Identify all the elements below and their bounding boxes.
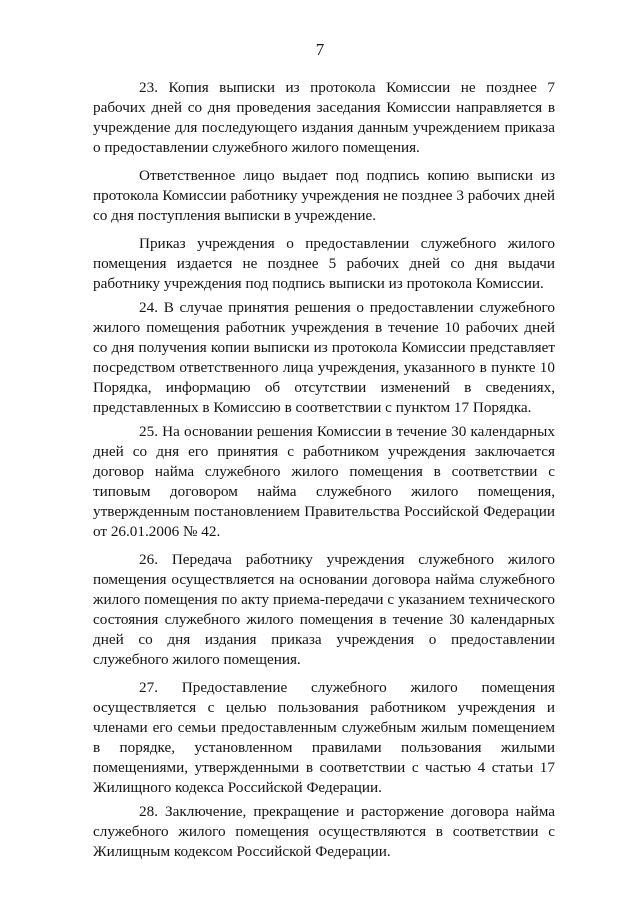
paragraph-25: 25. На основании решения Комиссии в течение 30 календарных дней со дня его принятия с работником учреждения заключается договор найма служебного жилого помещения в соответствии с типовым договором найма служебного жилого помещения, утвержденным постановлением Правительства Российской Федерации от 26.01.2006 № 42. (93, 423, 555, 540)
paragraph-23: 23. Копия выписки из протокола Комиссии не позднее 7 рабочих дней со дня проведения заседания Комиссии направляется в учреждение для последующего издания данным учреждением приказа о предоставлении служебного жилого помещения. (93, 79, 555, 156)
document-body (93, 78, 555, 866)
paragraph-27: 27. Предоставление служебного жилого помещения осуществляется с целью пользования работником учреждения и членами его семьи предоставленным служебным жилым помещением в порядке, установленном правилами пользования жилыми помещениями, утвержденными в соответствии с частью 4 статьи 17 Жилищного кодекса Российской Федерации. (93, 679, 555, 796)
paragraph-26: 26. Передача работнику учреждения служебного жилого помещения осуществляется на основании договора найма служебного жилого помещения по акту приема-передачи с указанием технического состояния служебного жилого помещения в течение 30 календарных дней со дня издания приказа учреждения о предоставлении служебного жилого помещения. (93, 551, 555, 668)
paragraph-28: 28. Заключение, прекращение и расторжение договора найма служебного жилого помещения осуществляются в соответствии с Жилищным кодексом Российской Федерации. (93, 803, 555, 860)
paragraph-24: 24. В случае принятия решения о предоставлении служебного жилого помещения работник учреждения в течение 10 рабочих дней со дня получения копии выписки из протокола Комиссии представляет посредством ответственного лица учреждения, указанного в пункте 10 Порядка, информацию об отсутствии изменений в сведениях, представленных в Комиссию в соответствии с пунктом 17 Порядка. (93, 299, 555, 416)
page-number: 7 (315, 40, 325, 59)
paragraph-order: Приказ учреждения о предоставлении служебного жилого помещения издается не позднее 5 рабочих дней со дня выдачи работнику учреждения под подпись выписки из протокола Комиссии. (93, 235, 555, 292)
paragraph-responsible-person: Ответственное лицо выдает под подпись копию выписки из протокола Комиссии работнику учреждения не позднее 3 рабочих дней со дня поступления выписки в учреждение. (93, 167, 555, 224)
